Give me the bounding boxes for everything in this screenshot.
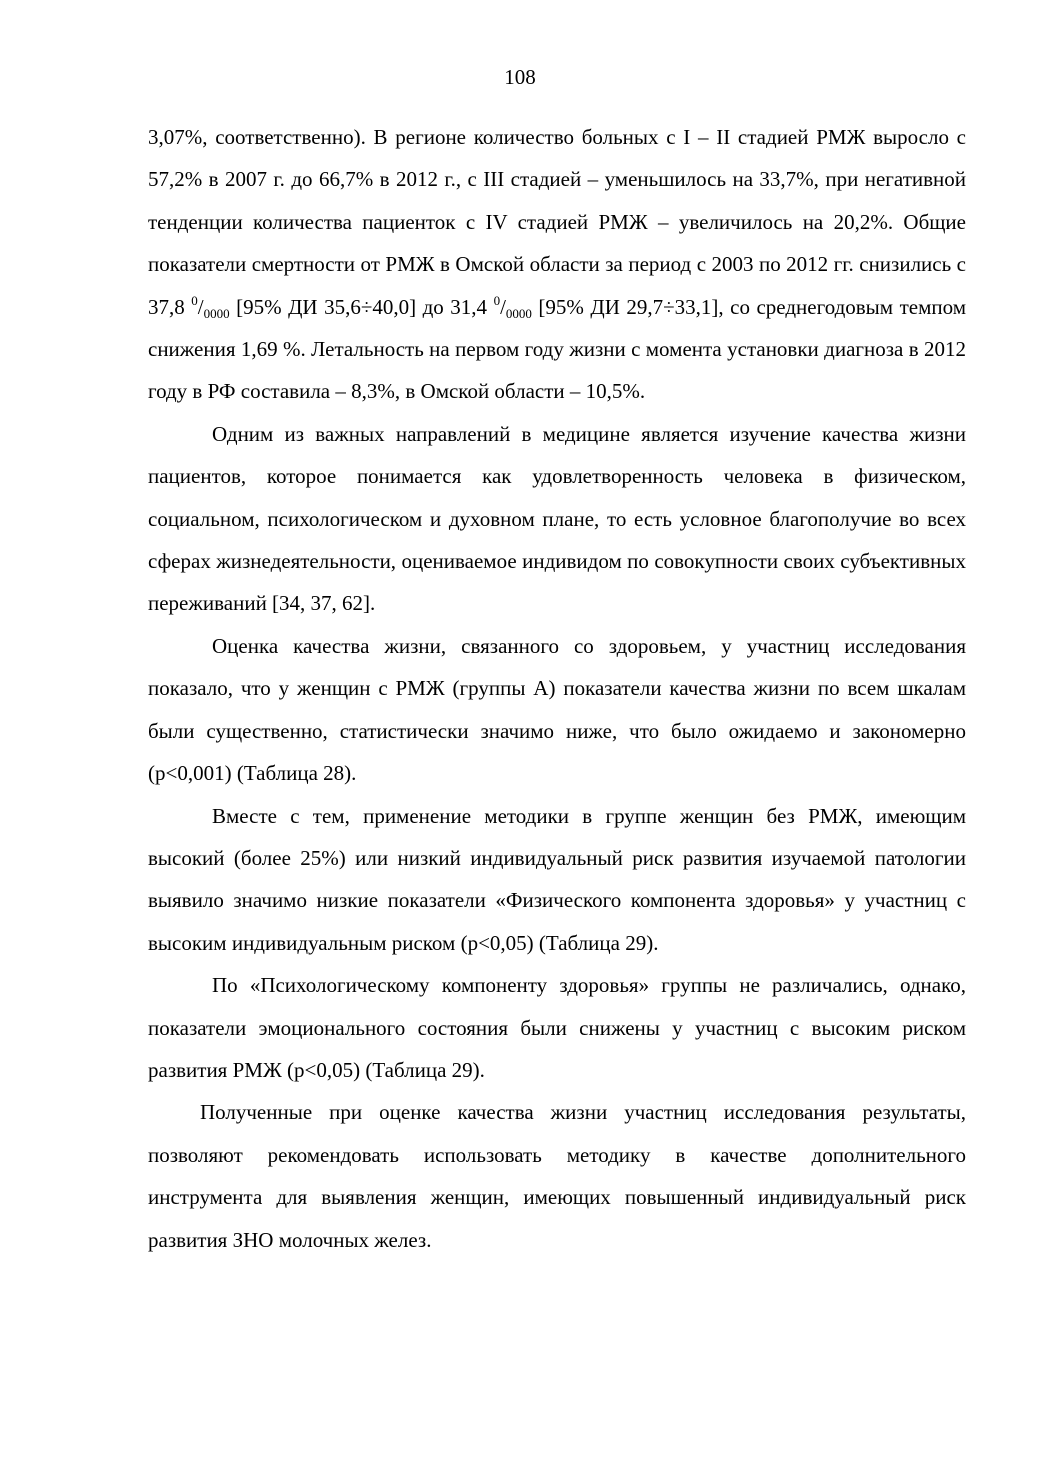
fraction-slash: / [500,294,506,319]
paragraph-text: [95% ДИ 35,6÷40,0] до 31,4 [229,294,494,319]
superscript: 0 [493,292,501,308]
subscript: 0000 [505,305,532,321]
paragraph-text: [95% ДИ 29,7÷33,1], со среднегодовым темпом снижения 1,69 %. Летальность на первом году жизни с момента установки диагноза в 2012 году в РФ составила – 8,3%, в Омской области – 10,5%. [148,294,967,404]
paragraph-conclusion: Полученные при оценке качества жизни участниц исследования результаты, позволяют рекомендовать использовать методику в качестве дополнительного инструмента для выявления женщин, имеющих повышенный индивидуальный риск развития ЗНО молочных желез. [148,1100,966,1252]
document-body [148,116,966,1261]
paragraph-health-assessment: Оценка качества жизни, связанного со здоровьем, у участниц исследования показало, что у женщин с РМЖ (группы А) показатели качества жизни по всем шкалам были существенно, статистически значимо ниже, что было ожидаемо и закономерно (р<0,001) (Таблица 28). [148,633,966,786]
page-number: 108 [504,65,536,89]
paragraph-mortality-stats [148,116,966,413]
paragraph-psychological-component: По «Психологическому компоненту здоровья» группы не различались, однако, показатели эмоционального состояния были снижены у участниц с высоким риском развития РМЖ (р<0,05) (Таблица 29). [148,973,966,1082]
paragraph-quality-of-life: Одним из важных направлений в медицине является изучение качества жизни пациентов, которое понимается как удовлетворенность человека в физическом, социальном, психологическом и духовном плане, то есть условное благополучие во всех сферах жизнедеятельности, оцениваемое индивидом по совокупности своих субъективных переживаний [34, 37, 62]. [148,421,966,616]
superscript: 0 [191,292,198,308]
fraction-slash: / [197,294,204,319]
subscript: 0000 [203,305,230,321]
paragraph-text: 3,07%, соответственно). В регионе количество больных с I – II стадией РМЖ выросло с 57,2% в 2007 г. до 66,7% в 2012 г., с III стадией – уменьшилось на 33,7%, при негативной тенденции количества пациенток с IV стадией РМЖ – увеличилось на 20,2%. Общие показатели смертности от РМЖ в Омской области за период с 2003 по 2012 гг. снизились с 37,8 [148,125,966,319]
paragraph-risk-groups: Вместе с тем, применение методики в группе женщин без РМЖ, имеющим высокий (более 25%) или низкий индивидуальный риск развития изучаемой патологии выявило значимо низкие показатели «Физического компонента здоровья» у участниц с высоким индивидуальным риском (р<0,05) (Таблица 29). [148,803,966,955]
